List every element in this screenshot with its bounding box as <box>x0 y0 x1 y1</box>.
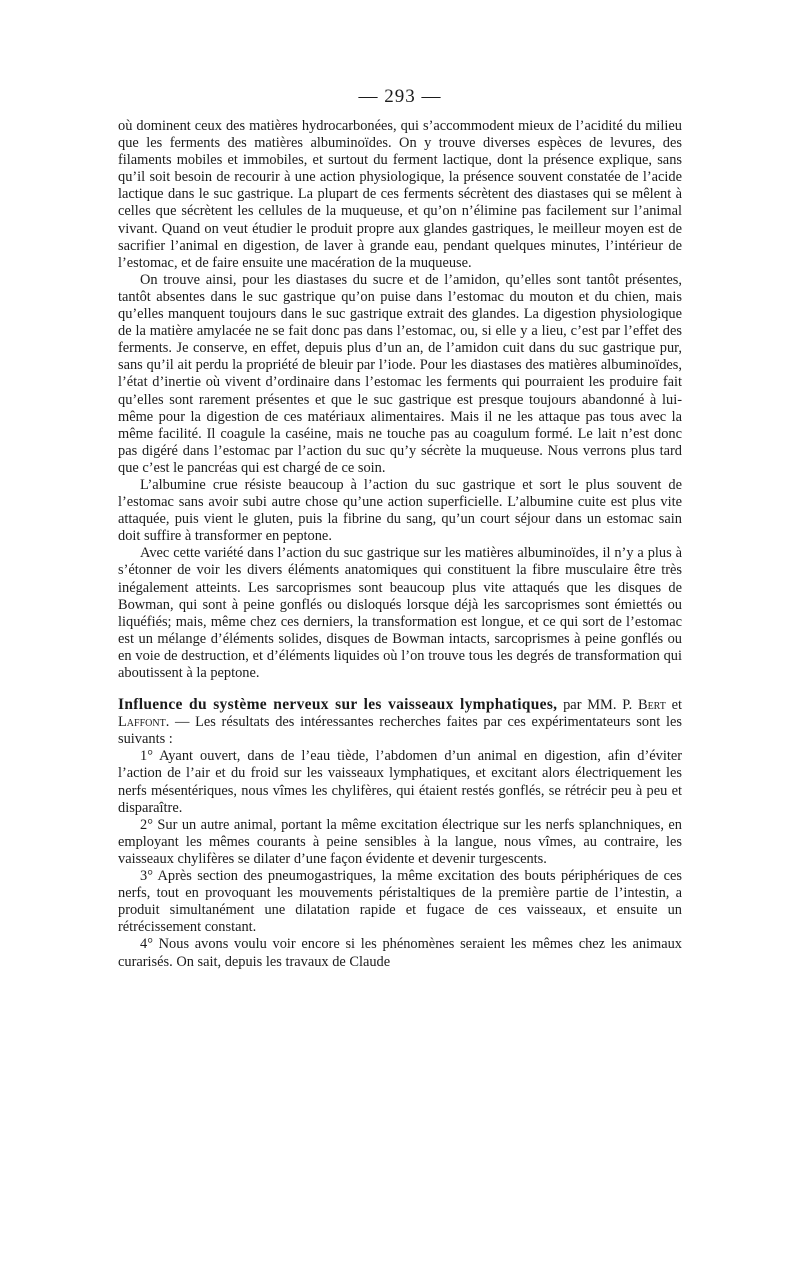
paragraph-diastases: On trouve ainsi, pour les diastases du sucre et de l’amidon, qu’elles sont tantôt présentes, tantôt absentes dans le suc gastrique qu’on puise dans l’estomac du mouton et du chien, mais qu’elles manquent toujours dans le suc gastrique extrait des glandes. La digestion physiologique de la matière amylacée ne se fait donc pas dans l’estomac, ou, si elle y a lieu, c’est par l’effet des ferments. Je conserve, en effet, depuis plus d’un an, de l’amidon cuit dans du suc gastrique pur, sans qu’il ait perdu la propriété de bleuir par l’iode. Pour les diastases des matières albuminoïdes, l’état d’inertie où vivent d’ordinaire dans l’estomac les ferments qui pourraient les produire fait qu’elles sont rarement présentes et que le suc gastrique est presque toujours abandonné à lui-même pour la digestion de ces matériaux alimentaires. Mais il ne les attaque pas tous avec la même facilité. Il coagule la caséine, mais ne touche pas au coagulum formé. Le lait n’est donc pas digéré dans l’estomac par l’action du suc qu’y sécrète la muqueuse. Nous verrons plus tard que c’est le pancréas qui est chargé de ce soin. <box>118 271 682 476</box>
section-heading: Influence du système nerveux sur les vaisseaux lymphatiques, <box>118 696 558 714</box>
section-intro-paragraph <box>118 696 682 748</box>
section-by: par MM. P. <box>557 697 638 714</box>
page-number: — 293 — <box>358 86 442 107</box>
paragraph-albumine: L’albumine crue résiste beaucoup à l’action du suc gastrique et sort le plus souvent de l’estomac sans avoir subi autre chose qu’une action superficielle. L’albumine cuite est plus vite attaquée, puis vient le gluten, puis la fibrine du sang, qu’un court séjour dans un estomac sain doit suffire à transformer en peptone. <box>118 476 682 545</box>
document-page <box>118 86 682 971</box>
section-gap <box>118 682 682 696</box>
author-laffont: Laffont <box>118 714 166 731</box>
list-item-3: 3° Après section des pneumogastriques, la même excitation des bouts périphériques de ces nerfs, tout en provoquant les mouvements péristaltiques de la première partie de l’intestin, a produit simultanément une dilatation rapide et fugace de ces vaisseaux, et ensuite un rétrécissement constant. <box>118 868 682 936</box>
list-item-4: 4° Nous avons voulu voir encore si les phénomènes seraient les mêmes chez les animaux curarisés. On sait, depuis les travaux de Claude <box>118 936 682 970</box>
list-item-1: 1° Ayant ouvert, dans de l’eau tiède, l’abdomen d’un animal en digestion, afin d’éviter l’action de l’air et du froid sur les vaisseaux lymphatiques, et excitant alors électriquement les nerfs mésentériques, nous vîmes les chylifères, qui étaient restés gonflés, se rétrécir peu à peu et disparaître. <box>118 748 682 816</box>
paragraph-fibre-musculaire: Avec cette variété dans l’action du suc gastrique sur les matières albuminoïdes, il n’y a plus à s’étonner de voir les divers éléments anatomiques qui constituent la fibre musculaire être très inégalement atteints. Les sarcoprismes sont beaucoup plus vite attaqués que les disques de Bowman, qui sont à peine gonflés ou disloqués lorsque déjà les sarcoprismes sont émiettés ou liquéfiés; mais, même chez ces derniers, la transformation est longue, et ce qui sort de l’estomac est un mélange d’éléments solides, disques de Bowman intacts, sarcoprismes à peine gonflés ou en voie de destruction, et d’éléments liquides où l’on trouve tous les degrés de transformation qui aboutissent à la peptone. <box>118 545 682 681</box>
section-and: et <box>665 697 683 714</box>
section-rest: . — Les résultats des intéressantes recherches faites par ces expérimentateurs sont les suivants : <box>118 714 682 748</box>
author-bert: Bert <box>637 697 666 714</box>
paragraph-continuation: où dominent ceux des matières hydrocarbonées, qui s’accommodent mieux de l’acidité du milieu que les ferments des matières albuminoïdes. On y trouve diverses espèces de levures, des filaments mobiles et immobiles, et surtout du ferment lactique, dont la présence explique, sans qu’il soit besoin de recourir à une action physiologique, la présence souvent constatée de l’acide lactique dans le suc gastrique. La plupart de ces ferments sécrètent des diastases qui se mêlent à celles que sécrètent les cellules de la muqueuse, et qu’on n’élimine pas facilement sur l’animal vivant. Quand on veut étudier le produit propre aux glandes gastriques, le meilleur moyen est de sacrifier l’animal en digestion, de laver à grande eau, pendant quelques minutes, l’intérieur de l’estomac, et de faire ensuite une macération de la muqueuse. <box>118 118 682 271</box>
list-item-2: 2° Sur un autre animal, portant la même excitation électrique sur les nerfs splanchniques, en employant les mêmes courants à peine sensibles à la langue, nous vîmes, au contraire, les vaisseaux chylifères se dilater d’une façon évidente et devenir turgescents. <box>118 816 682 867</box>
